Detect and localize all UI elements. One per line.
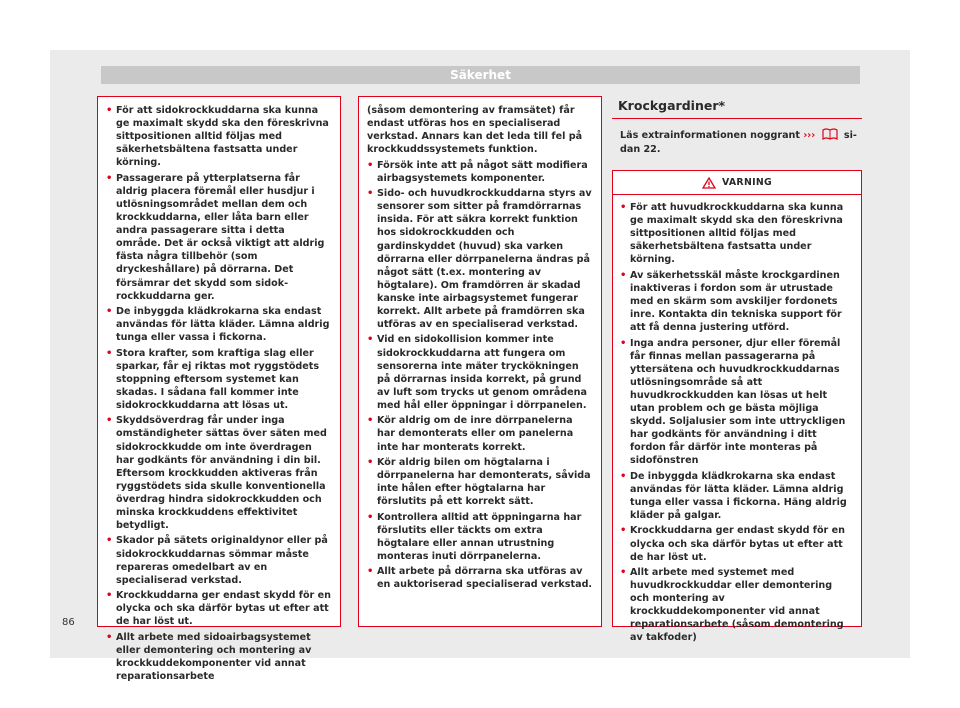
- list-item: • Kör aldrig bilen om högtalarna i dörrpanelerna har demonterats, såvida inte hålen efter högtalarna har förslutits på ett korrekt sätt.: [367, 456, 593, 508]
- list-item: • Allt arbete med systemet med huvudkrockkuddar eller demontering och montering av krockkuddekomponenter vid annat reparationsarbete (såsom demontering av takfoder): [620, 566, 854, 645]
- list-item: • Vid en sidokollision kommer inte sidokrockkuddarna att fungera om sensorerna inte mäter tryckökningen på dörrarnas insida korrekt, på grund av luft som trycks ut genom områdena med hål eller öppningar i dörrpanelen.: [367, 333, 593, 412]
- bullet-list: [98, 97, 340, 683]
- page-header: Säkerhet: [101, 66, 860, 84]
- warning-triangle-icon: [702, 177, 716, 189]
- list-item: • Krockkuddarna ger endast skydd för en olycka och ska därför bytas ut efter att de har löst ut.: [620, 524, 854, 563]
- book-icon[interactable]: [822, 128, 838, 140]
- continued-paragraph: (såsom demontering av framsätet) får endast utföras hos en specialiserad verkstad. Annars kan det leda till fel på krockkuddssystemets funktion.: [367, 105, 583, 156]
- intro-after: sidan 22.: [620, 130, 857, 155]
- list-item: • Kör aldrig om de inre dörrpanelerna har demonterats eller om panelerna inte har monterats korrekt.: [367, 414, 593, 453]
- list-item: • Inga andra personer, djur eller föremål får finnas mellan passagerarna på yttersätena och huvudkrockkuddarnas utlösningsområde så att huvudkrockkudden kan lösas ut helt utan problem och ge bästa möjliga skydd. Soljalusier som inte uttryckligen har godkänts för användning i ditt fordon får därför inte monteras på sidofönstren: [620, 337, 854, 468]
- warning-box: [612, 170, 862, 644]
- list-item: • För att sidokrockkuddarna ska kunna ge maximalt skydd ska den föreskrivna sittpositionen alltid följas med säkerhetsbältena fastsatta under körning.: [106, 104, 332, 169]
- list-item: • Passagerare på ytterplatserna får aldrig placera föremål eller husdjur i utlösningsområdet mellan dem och krockkuddarna, eller låta barn eller andra passagerare sitta i detta område. Det är också viktigt att aldrig fästa några tillbehör (som dryckeshållare) på dörrarna. Det försämrar det skydd som sidokrockkuddarna ger.: [106, 172, 332, 303]
- list-item: • Sido- och huvudkrockkuddarna styrs av sensorer som sitter på framdörrarnas insida. För att säkra korrekt funktion hos sidokrockkudden och gardinskyddet (huvud) ska varken dörrarna eller dörrpanelerna ändras på något sätt (t.ex. montering av högtalare). Om framdörren är skadad kanske inte airbagsystemet fungerar korrekt. Allt arbete på framdörren ska utföras av en specialiserad verkstad.: [367, 187, 593, 331]
- list-item: • Skador på sätets originaldynor eller på sidokrockkuddarnas sömmar måste repareras omedelbart av en specialiserad verkstad.: [106, 534, 332, 586]
- warning-list: [613, 195, 861, 645]
- list-item: • De inbyggda klädkrokarna ska endast användas för lätta kläder. Lämna aldrig tunga eller vassa i fickorna. Häng aldrig kläder på galgar.: [620, 470, 854, 522]
- list-item: • Kontrollera alltid att öppningarna har förslutits eller täckts om extra högtalare eller annan utrustning monteras inuti dörrpanelerna.: [367, 511, 593, 563]
- list-item: • Allt arbete på dörrarna ska utföras av en auktoriserad specialiserad verkstad.: [367, 565, 593, 591]
- intro-text: [620, 128, 858, 157]
- arrow-link[interactable]: ›››: [803, 130, 816, 141]
- warning-header: [613, 171, 861, 195]
- page-number: 86: [62, 617, 75, 628]
- list-item: • Stora krafter, som kraftiga slag eller sparkar, får ej riktas mot ryggstödets stoppning eftersom systemet kan skadas. I sådana fall kommer inte sidokrockkuddarna att lösas ut.: [106, 347, 332, 412]
- bullet-list: [359, 159, 601, 592]
- list-item: • De inbyggda klädkrokarna ska endast användas för lätta kläder. Lämna aldrig tunga eller vassa i fickorna.: [106, 305, 332, 344]
- list-item: • Krockkuddarna ger endast skydd för en olycka och ska därför bytas ut efter att de har löst ut.: [106, 589, 332, 628]
- intro-before: Läs extrainformationen noggrant: [620, 130, 800, 141]
- list-item: • Av säkerhetsskäl måste krockgardinen inaktiveras i fordon som är utrustade med en skärm som avskiljer fordonets inre. Kontakta din tekniska support för att få denna justering utförd.: [620, 269, 854, 334]
- warning-title: VARNING: [721, 177, 773, 188]
- list-item: • Allt arbete med sidoairbagsystemet eller demontering och montering av krockkuddekomponenter vid annat reparationsarbete: [106, 631, 332, 683]
- column-2: [358, 96, 602, 627]
- section-divider: [612, 118, 862, 119]
- section-title: Krockgardiner*: [618, 98, 726, 113]
- list-item: • För att huvudkrockkuddarna ska kunna ge maximalt skydd ska den föreskrivna sittpositionen alltid följas med säkerhetsbältena fastsatta under körning.: [620, 201, 854, 266]
- column-1: [97, 96, 341, 683]
- list-item: • Försök inte att på något sätt modifiera airbagsystemets komponenter.: [367, 159, 593, 185]
- list-item: • Skyddsöverdrag får under inga omständigheter sättas över säten med sidokrockkudde om inte överdragen har godkänts för användning i din bil. Eftersom krockkudden aktiveras från ryggstödets sida skulle konventionella överdrag hindra sidokrockkudden och minska krockkuddens effektivitet betydligt.: [106, 414, 332, 532]
